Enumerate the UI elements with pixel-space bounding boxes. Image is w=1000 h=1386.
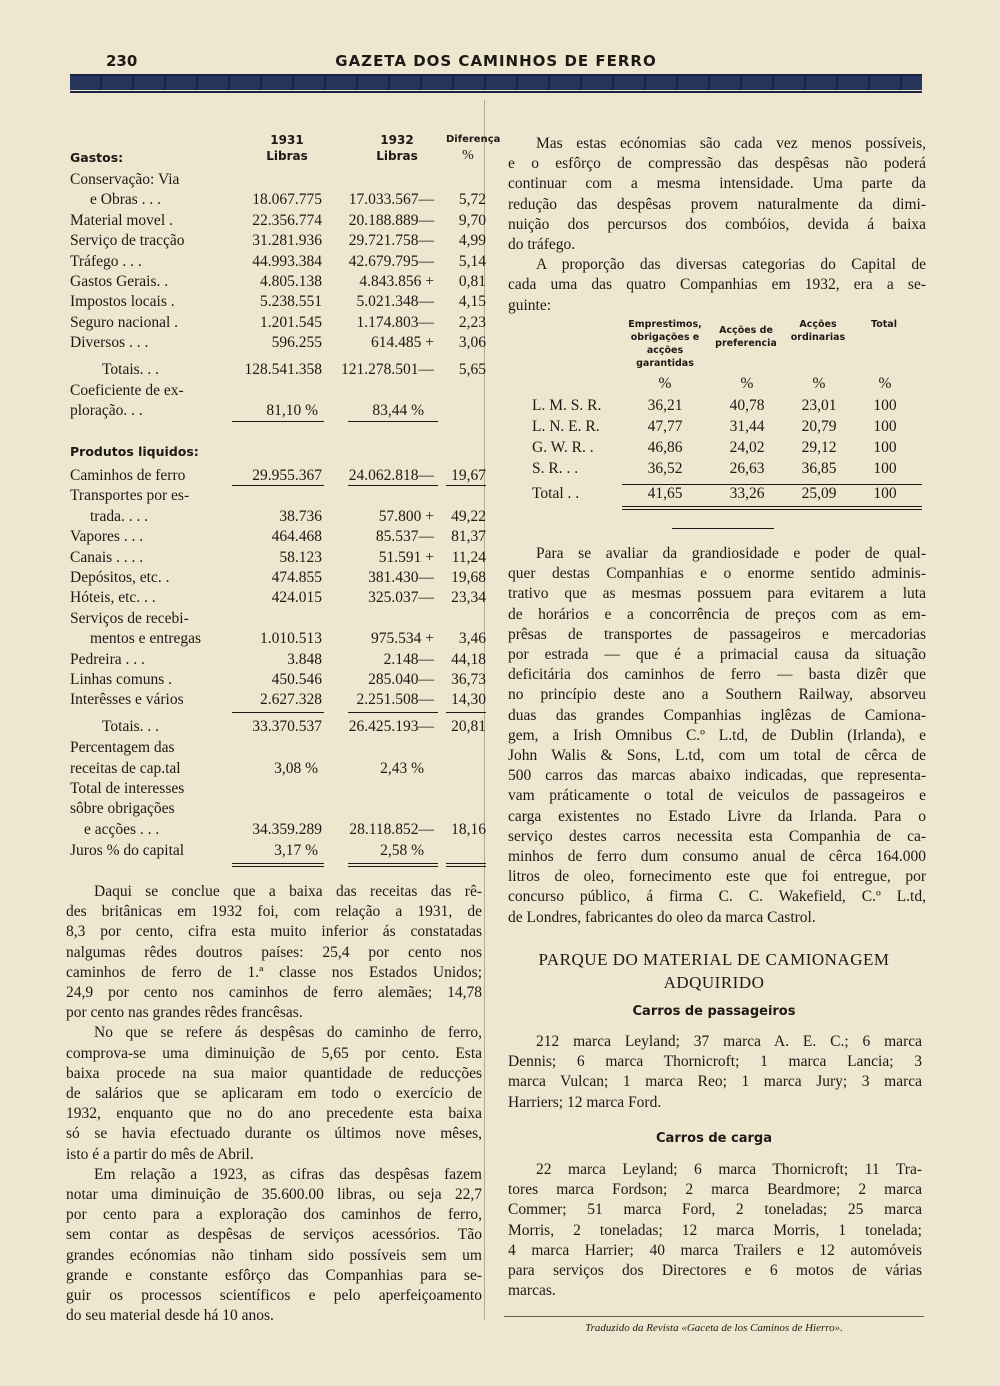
row-label: Conservação: Via	[70, 171, 180, 188]
table-row: receitas de cap.tal 3,08 % 2,43 %	[70, 760, 424, 777]
row-label: e Obras . . .	[90, 191, 162, 209]
table-row	[66, 629, 486, 649]
text-line: de salários que se aplicaram em todo o exercício de	[66, 1085, 482, 1103]
value-1931: 18.067.775	[252, 191, 322, 209]
value-diff: 3,46	[458, 630, 486, 648]
table-row	[66, 231, 486, 251]
text-line: cada uma das quatro Companhias em 1932, era a se-	[508, 276, 926, 294]
section-title: PARQUE DO MATERIAL DE CAMIONAGEM	[538, 950, 890, 969]
table-row	[528, 438, 922, 458]
table-row	[66, 670, 486, 690]
value-1932: 2.148—	[383, 650, 434, 668]
percent-value: 29,12	[801, 439, 837, 456]
table-row	[66, 588, 486, 608]
row-label: mentos e entregas	[90, 630, 202, 648]
value-1932: 614.485 +	[371, 334, 434, 352]
text-line: quer destas Companhias e o enorme sentido adminis-	[508, 565, 926, 583]
value-diff: 23,34	[451, 589, 486, 607]
text-line: grandes ecónomias não tinham sido possíveis sem um	[66, 1246, 482, 1264]
value-1932: 17.033.567—	[348, 191, 434, 209]
percent-value: 23,01	[801, 397, 837, 414]
percent-value: 100	[873, 439, 897, 456]
header-preferencia: Acções de preferencia	[715, 325, 777, 349]
table-row: sôbre obrigações	[70, 800, 175, 817]
row-label: Caminhos de ferro	[70, 467, 186, 484]
text-line: só se havia efectuado durante os últimos nove mêses,	[66, 1125, 482, 1143]
value-1931: 38.736	[279, 507, 322, 525]
percent-value: 24,02	[729, 439, 765, 456]
value-1931: 424.015	[271, 589, 322, 607]
value-1931: 4.805.138	[260, 273, 322, 290]
double-rule	[446, 863, 486, 864]
underline	[348, 421, 438, 422]
table-row: ploração. . . 81,10 % 83,44 %	[70, 402, 424, 419]
percent-value: 26,63	[729, 460, 765, 477]
header-rule	[70, 74, 922, 90]
percent-value: 31,44	[729, 418, 765, 435]
table-row	[66, 170, 486, 190]
value-1931: 450.546	[271, 671, 322, 688]
text-line: guinte:	[508, 296, 552, 314]
row-label: Serviço de tracção	[70, 232, 185, 250]
section-produtos: Produtos liquidos:	[70, 444, 199, 459]
text-line: por cento nas grandes rêdes francêsas.	[66, 1004, 303, 1022]
text-line: comprova-se uma diminuição de 5,65 por cento. Esta	[66, 1044, 482, 1062]
percent-value: 100	[873, 418, 897, 435]
value-1931: 1.010.513	[260, 630, 322, 648]
text-line: Daqui se conclue que a baixa das receitas das rê-	[94, 883, 482, 900]
value-diff: 4,15	[458, 293, 486, 311]
value-diff: 81,37	[451, 528, 486, 546]
value-diff: 19,68	[451, 569, 486, 586]
value-diff: 4,99	[458, 232, 486, 250]
text-line: A proporção das diversas categorias do Capital de	[536, 256, 926, 274]
text-line: 4 marca Harrier; 40 marca Trailers e 12 automóveis	[508, 1241, 922, 1259]
text-line: litros de oleo, fornecimento este que foi entregue, por	[508, 868, 926, 886]
text-line: serviço destes carros necessita esta Companhia de ca-	[508, 827, 926, 845]
value-1932: 51.591 +	[378, 548, 434, 566]
table-row	[66, 292, 486, 312]
value-1932: 5.021.348—	[356, 293, 434, 311]
double-rule	[622, 509, 922, 510]
text-line: do tráfego.	[508, 236, 576, 254]
text-line: Commer; 51 marca Ford, 2 toneladas; 25 marca	[508, 1201, 922, 1219]
separator-rule	[672, 528, 774, 529]
value-diff: 11,24	[451, 548, 486, 566]
text-line: de Londres, fabricantes do oleo da marca Castrol.	[508, 908, 816, 926]
value-diff: 2,23	[458, 313, 486, 331]
text-line: Em relação a 1923, as cifras das despêsas fazem	[94, 1165, 482, 1183]
value-diff: 0,81	[458, 273, 486, 290]
value-diff: 5,72	[458, 191, 486, 209]
table-row	[66, 313, 486, 333]
value-1932: 1.174.803—	[356, 313, 434, 331]
table-row	[66, 190, 486, 210]
text-line: redução das despêsas provem naturalmente da dimi-	[508, 195, 926, 213]
value-1931: 44.993.384	[252, 252, 322, 270]
company-name: G. W. R. .	[532, 439, 594, 456]
value-1932: 4.843.856 +	[359, 273, 434, 290]
footnote: Traduzido da Revista «Gaceta de los Caminos de Hierro».	[585, 1322, 843, 1334]
right-body-text-1	[508, 134, 926, 316]
value-diff: 36,73	[451, 671, 486, 688]
row-label: Gastos Gerais. .	[70, 273, 169, 290]
text-line: John Walis & Sons, L.td, com um total de cêrca de	[508, 747, 926, 765]
text-line: carga existentes no Estado Livre da Irlanda. Para o	[508, 807, 926, 825]
row-label: Material movel .	[70, 211, 173, 229]
double-rule	[446, 866, 486, 867]
table-row	[66, 548, 486, 568]
table-row	[66, 568, 486, 588]
value-1931: 31.281.936	[252, 232, 322, 250]
row-label: Linhas comuns .	[70, 671, 173, 688]
table-row: e acções . . . 34.359.289 28.118.852— 18,16	[84, 821, 486, 838]
row-label: Depósitos, etc. .	[70, 569, 170, 586]
row-label: Interêsses e vários	[70, 691, 184, 709]
table-row	[528, 459, 922, 479]
sum-line	[446, 712, 486, 713]
text-line: deficitária dos caminhos de ferro — basta dizêr que	[508, 666, 926, 684]
percent-value: 20,79	[801, 418, 837, 435]
text-line: 500 carros das marcas abaixo indicadas, que representa-	[508, 767, 926, 785]
subheading-carga: Carros de carga	[656, 1131, 772, 1146]
table-row	[66, 690, 486, 710]
text-line: 22 marca Leyland; 6 marca Thornicroft; 11 Tra-	[536, 1161, 922, 1178]
passageiros-text	[508, 1032, 922, 1113]
table-row: Coeficiente de ex-	[70, 382, 184, 399]
value-diff: 14,30	[451, 691, 486, 709]
table-row: Total . . 41,65 33,26 25,09 100	[532, 485, 897, 502]
text-line: no princípio deste ano a Southern Railway, absorveu	[508, 686, 926, 704]
page-header	[70, 52, 922, 74]
row-label: Seguro nacional .	[70, 313, 179, 331]
text-line: 24,9 por cento nos caminhos de ferro alemães; 14,78	[66, 984, 482, 1002]
table-row	[528, 417, 922, 437]
carga-text	[508, 1160, 922, 1301]
value-1932: 381.430—	[368, 569, 434, 586]
double-rule	[348, 863, 438, 864]
text-line: 8,3 por cento, cifra esta muito inferior ás constatadas	[66, 923, 482, 941]
company-name: L. M. S. R.	[532, 397, 602, 414]
table-row	[66, 609, 486, 629]
table-row	[66, 211, 486, 231]
text-line: do seu material desde há 10 anos.	[66, 1307, 274, 1325]
text-line: nuição dos percursos dos combóios, devida á baixa	[508, 215, 926, 233]
value-diff: 5,14	[458, 252, 486, 270]
table-row: Total de interesses	[70, 780, 185, 797]
text-line: isto é a partir do mês de Abril.	[66, 1145, 254, 1163]
text-line: Dennis; 6 marca Thornicroft; 1 marca Lancia; 3	[508, 1053, 922, 1071]
text-line: des britânicas em 1932 foi, com relação a 1931, de	[66, 903, 482, 921]
percent-value: 36,52	[647, 460, 683, 477]
value-1931: 464.468	[271, 528, 322, 546]
text-line: caminhos de ferro de 1.ª classe nos Estados Unidos;	[66, 963, 482, 981]
value-1931: 474.855	[271, 569, 322, 586]
row-label: Vapores . . .	[70, 528, 144, 546]
table-row	[66, 272, 486, 292]
value-1932: 20.188.889—	[348, 211, 434, 229]
col-1931-header: 1931 Libras	[266, 133, 308, 163]
value-1931: 5.238.551	[260, 293, 322, 311]
text-line: Mas estas ecónomias são cada vez menos possíveis,	[536, 135, 926, 152]
text-line: marcas.	[508, 1282, 556, 1300]
section-gastos: Gastos:	[70, 150, 124, 165]
value-1932: 975.534 +	[371, 630, 434, 648]
value-diff: 44,18	[451, 650, 486, 668]
row-label: Tráfego . . .	[70, 252, 142, 270]
sum-line	[232, 712, 324, 713]
text-line: concurso público, á firma C. C. Wakefield, C.º L.td,	[508, 888, 926, 906]
company-name: L. N. E. R.	[532, 418, 600, 435]
table-row: Juros % do capital 3,17 % 2,58 %	[70, 842, 424, 859]
row-label: Hóteis, etc. . .	[70, 589, 156, 607]
value-1932: 2.251.508—	[356, 691, 434, 709]
text-line: de horários e a concorrência de preços com as em-	[508, 605, 926, 623]
text-line: Morris, 2 toneladas; 12 marca Morris, 1 tonelada;	[508, 1221, 922, 1239]
table-row	[66, 252, 486, 272]
table-row	[66, 466, 486, 486]
value-1932: 24.062.818—	[348, 467, 434, 484]
table-row	[66, 486, 486, 506]
page-number: 230	[106, 52, 138, 70]
row-label: Pedreira . . .	[70, 650, 145, 668]
text-line: 212 marca Leyland; 37 marca A. E. C.; 6 marca	[536, 1033, 922, 1050]
text-line: 1932, enquanto que no do ano precedente esta baixa	[66, 1105, 482, 1123]
text-line: notar uma diminuição de 35.600.00 libras, ou seja 22,7	[66, 1186, 482, 1204]
value-1932: 85.537—	[375, 528, 434, 546]
value-1931: 3.848	[287, 650, 322, 668]
value-1932: 285.040—	[368, 671, 434, 688]
value-diff: 49,22	[451, 507, 486, 525]
table-row	[66, 650, 486, 670]
text-line: sem contar as despêsas de serviços acessórios. Tão	[66, 1226, 482, 1244]
sum-line	[348, 712, 438, 713]
table-row	[528, 396, 922, 416]
text-line: Para se avaliar da grandiosidade e poder de qual-	[536, 545, 926, 562]
header-total: Total	[871, 319, 897, 330]
text-line: duas das grandes Companhias inglêzas de Camiona-	[508, 706, 926, 724]
company-name: S. R. . .	[532, 460, 579, 477]
row-label: trada. . . .	[90, 507, 149, 525]
double-rule	[622, 506, 922, 507]
text-line: prêsas de transportes de passageiros e mercadorias	[508, 625, 926, 643]
row-label: Transportes por es-	[70, 487, 190, 505]
header-rule-thin	[70, 91, 922, 93]
publication-title: GAZETA DOS CAMINHOS DE FERRO	[335, 52, 657, 70]
table-row	[66, 507, 486, 527]
percent-value: 46,86	[647, 439, 683, 456]
header-ordinarias: Acções ordinarias	[790, 319, 846, 343]
value-1931: 1.201.545	[260, 313, 322, 331]
value-diff: 3,06	[458, 334, 486, 352]
text-line: e o esfôrço de compressão das despêsas não poderá	[508, 155, 926, 173]
text-line: por cento para a exploração dos caminhos de ferro,	[66, 1206, 482, 1224]
text-line: continuar com a mesma intensidade. Uma parte da	[508, 175, 926, 193]
underline	[232, 421, 324, 422]
percent-value: 36,85	[801, 460, 837, 477]
text-line: trativo que as mesmas possuem para evitarem a luta	[508, 585, 926, 603]
footnote-rule	[504, 1316, 924, 1317]
row-label: Serviços de recebi-	[70, 609, 189, 627]
section-title-line2: ADQUIRIDO	[663, 973, 765, 992]
text-line: por estrada — que é a primacial causa da situação	[508, 646, 926, 664]
col-diff-header: Diferença %	[446, 134, 501, 163]
col-1932-header: 1932 Libras	[376, 133, 418, 163]
row-label: Impostos locais .	[70, 293, 175, 311]
subheading-passageiros: Carros de passageiros	[632, 1004, 796, 1019]
percent-value: 100	[873, 460, 897, 477]
percent-value: 100	[873, 397, 897, 414]
value-1932: 325.037—	[368, 589, 434, 607]
value-diff: 19,67	[451, 467, 486, 484]
row-label: Diversos . . .	[70, 334, 149, 352]
text-line: No que se refere ás despêsas do caminho de ferro,	[94, 1024, 482, 1042]
value-1932: 29.721.758—	[348, 232, 434, 250]
value-1931: 596.255	[271, 334, 322, 352]
percent-value: 40,78	[729, 397, 765, 414]
percent-value: 47,77	[647, 418, 683, 435]
right-body-text-2	[508, 544, 926, 928]
text-line: minhos de ferro dum consumo anual de cêrca 164.000	[508, 848, 926, 866]
value-1931: 22.356.774	[252, 211, 322, 229]
header-emprestimos: Emprestimos, obrigações e acções garantidas	[628, 319, 702, 369]
text-line: baixa procede na sua maior quantidade de reducções	[66, 1064, 482, 1082]
value-1931: 2.627.328	[260, 691, 322, 709]
percent-value: 36,21	[647, 397, 683, 414]
table-row: Percentagem das	[70, 739, 175, 756]
table-row: Totais. . . 128.541.358 121.278.501— 5,65	[102, 361, 486, 378]
value-1931: 58.123	[279, 548, 322, 566]
unit-row: % % % %	[658, 375, 892, 392]
text-line: gem, a Irish Omnibus C.º L.td, de Dublin (Irlanda), e	[508, 726, 926, 744]
text-line: Harriers; 12 marca Ford.	[508, 1093, 662, 1111]
table-row: Totais. . . 33.370.537 26.425.193— 20,81	[102, 718, 486, 735]
text-line: grande e constante esfôrço das Companhias para se-	[66, 1266, 482, 1284]
text-line: guir os processos scientíficos e pelo aperfeiçoamento	[66, 1287, 482, 1305]
value-diff: 9,70	[458, 211, 486, 229]
value-1931: 29.955.367	[252, 467, 322, 484]
text-line: para serviços dos Directores e 6 motos de várias	[508, 1262, 922, 1280]
row-label: Canais . . . .	[70, 548, 144, 566]
text-line: tores marca Fordson; 2 marca Beardmore; 2 marca	[508, 1181, 922, 1199]
value-1932: 57.800 +	[378, 507, 434, 525]
double-rule	[348, 866, 438, 867]
left-body-text	[66, 882, 482, 1326]
table-row	[66, 333, 486, 353]
double-rule	[232, 866, 324, 867]
text-line: nalgumas rêdes doutros países: 25,4 por cento nos	[66, 943, 482, 961]
double-rule	[232, 863, 324, 864]
text-line: marca Vulcan; 1 marca Reo; 1 marca Jury; 3 marca	[508, 1073, 922, 1091]
value-1932: 42.679.795—	[348, 252, 434, 270]
text-line: vam práticamente o total de veiculos de passageiros e	[508, 787, 926, 805]
table-row	[66, 527, 486, 547]
